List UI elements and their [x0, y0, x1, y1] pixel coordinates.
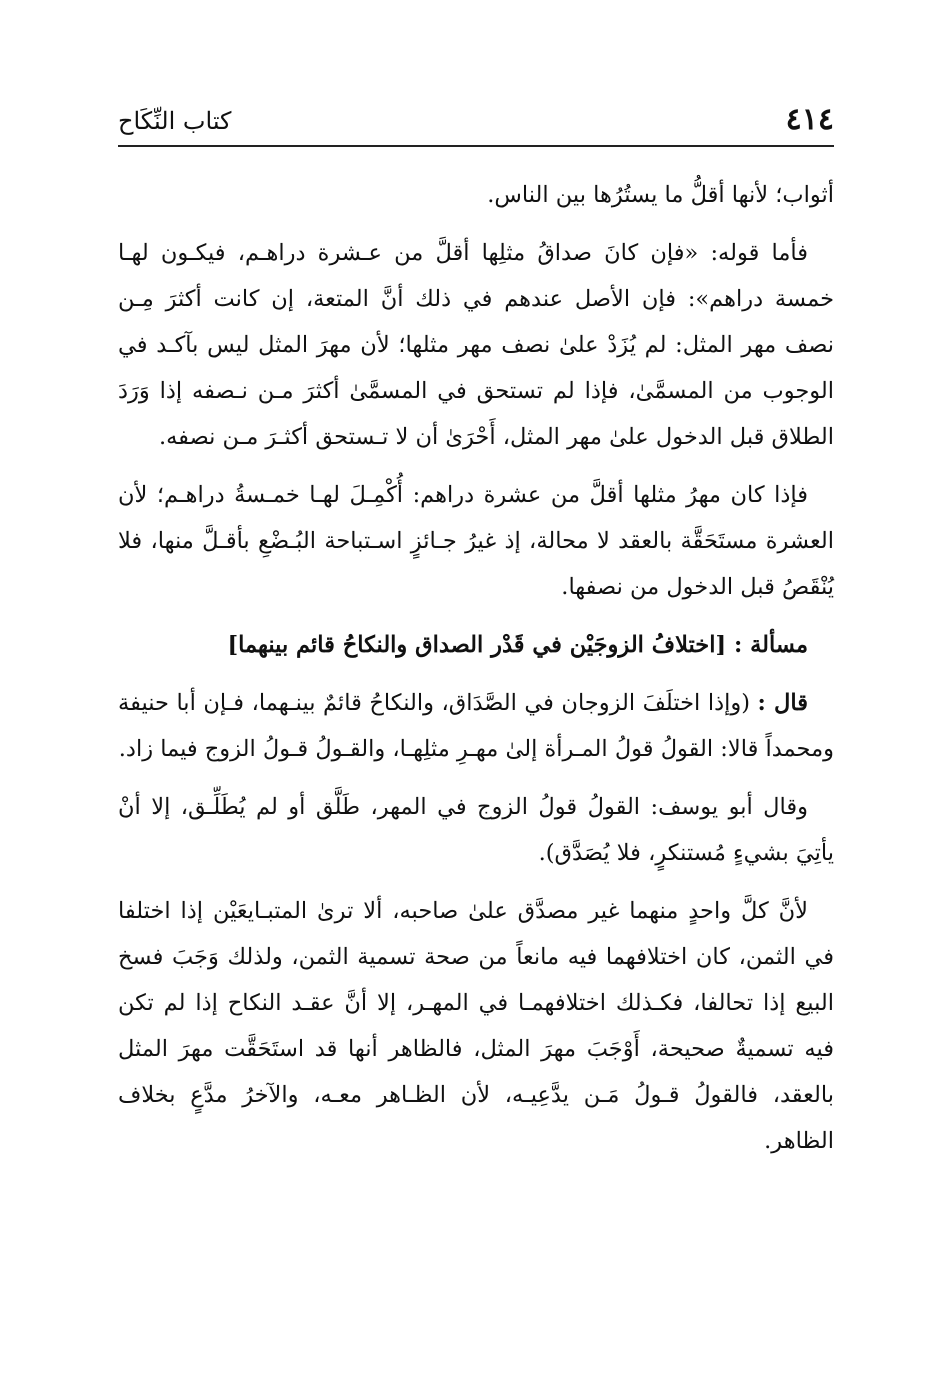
- header-rule: [118, 145, 834, 147]
- section-heading-title: [اختلافُ الزوجَيْن في قَدْر الصداق والنكاحُ قائم بينهما]: [227, 632, 727, 658]
- paragraph-lead: قال :: [757, 690, 808, 716]
- paragraph: لأنَّ كلَّ واحدٍ منهما غير مصدَّق علىٰ صاحبه، ألا ترىٰ المتبـايعَيْن إذا اختلفا في الثمن، كان اختلافهما فيه مانعاً من صحة تسمية الثمن، ولذلك وَجَبَ فسخ البيع إذا تحالفا، فكـذلك اختلافهمـا في المهـر، إلا أنَّ عقـد النكاح إذا لم تكن فيه تسميةٌ صحيحة، أَوْجَبَ مهرَ المثل، فالظاهر أنها قد استَحَقَّت مهرَ المثل بالعقد، فالقولُ قـولُ مَـن يدَّعِيـه، لأن الظـاهر معـه، والآخرُ مدَّعٍ بخلاف الظاهر.: [118, 898, 834, 1154]
- paragraph: فأما قوله: «فإن كانَ صداقُ مثلِها أقلَّ من عـشرة دراهـم، فيكـون لهـا خمسة دراهم»: فإن الأصل عندهم في ذلك أنَّ المتعة، إن كانت أكثرَ مِـن نصف مهر المثل: لم يُزَدْ علىٰ نصف مهر مثلها؛ لأن مهرَ المثل ليس بآكـد في الوجوب من المسمَّىٰ، فإذا لم تستحق في المسمَّىٰ أكثرَ مـن نـصفه إذا وَرَدَ الطلاق قبل الدخول علىٰ مهر المثل، أَحْرَىٰ أن لا تـستحق أكثـرَ مـن نصفه.: [118, 240, 834, 450]
- page-header: [118, 100, 834, 140]
- section-heading-label: مسألة :: [733, 632, 808, 658]
- paragraph: [118, 680, 834, 772]
- running-title: كتاب النِّكَاح: [118, 107, 232, 135]
- paragraph: وقال أبو يوسف: القولُ قولُ الزوج في المهر، طَلَّق أو لم يُطَلِّـق، إلا أنْ يأتِيَ بشيءٍ مُستنكرٍ، فلا يُصَدَّق).: [118, 794, 834, 866]
- page-number: ٤١٤: [785, 102, 834, 137]
- paragraph: فإذا كان مهرُ مثلها أقلَّ من عشرة دراهم: أُكْمِـلَ لهـا خمـسةُ دراهـم؛ لأن العشرة مستَحَقَّة بالعقد لا محالة، إذ غيرُ جـائزٍ اسـتباحة البُـضْعِ بأقـلَّ منها، فلا يُنْقَصُ قبل الدخول من نصفها.: [118, 482, 834, 600]
- paragraph: أثواب؛ لأنها أقلُّ ما يستُرُها بين الناس.: [487, 182, 834, 208]
- section-heading: [118, 622, 834, 668]
- body-text: [118, 172, 834, 1176]
- paragraph-body: (وإذا اختلَفَ الزوجان في الصَّدَاق، والنكاحُ قائمٌ بينـهما، فـإن أبا حنيفة ومحمداً قالا: القولُ قولُ المـرأة إلىٰ مهـرِ مثلِهـا، والقـولُ قـولُ الزوج فيما زاد.: [118, 690, 834, 762]
